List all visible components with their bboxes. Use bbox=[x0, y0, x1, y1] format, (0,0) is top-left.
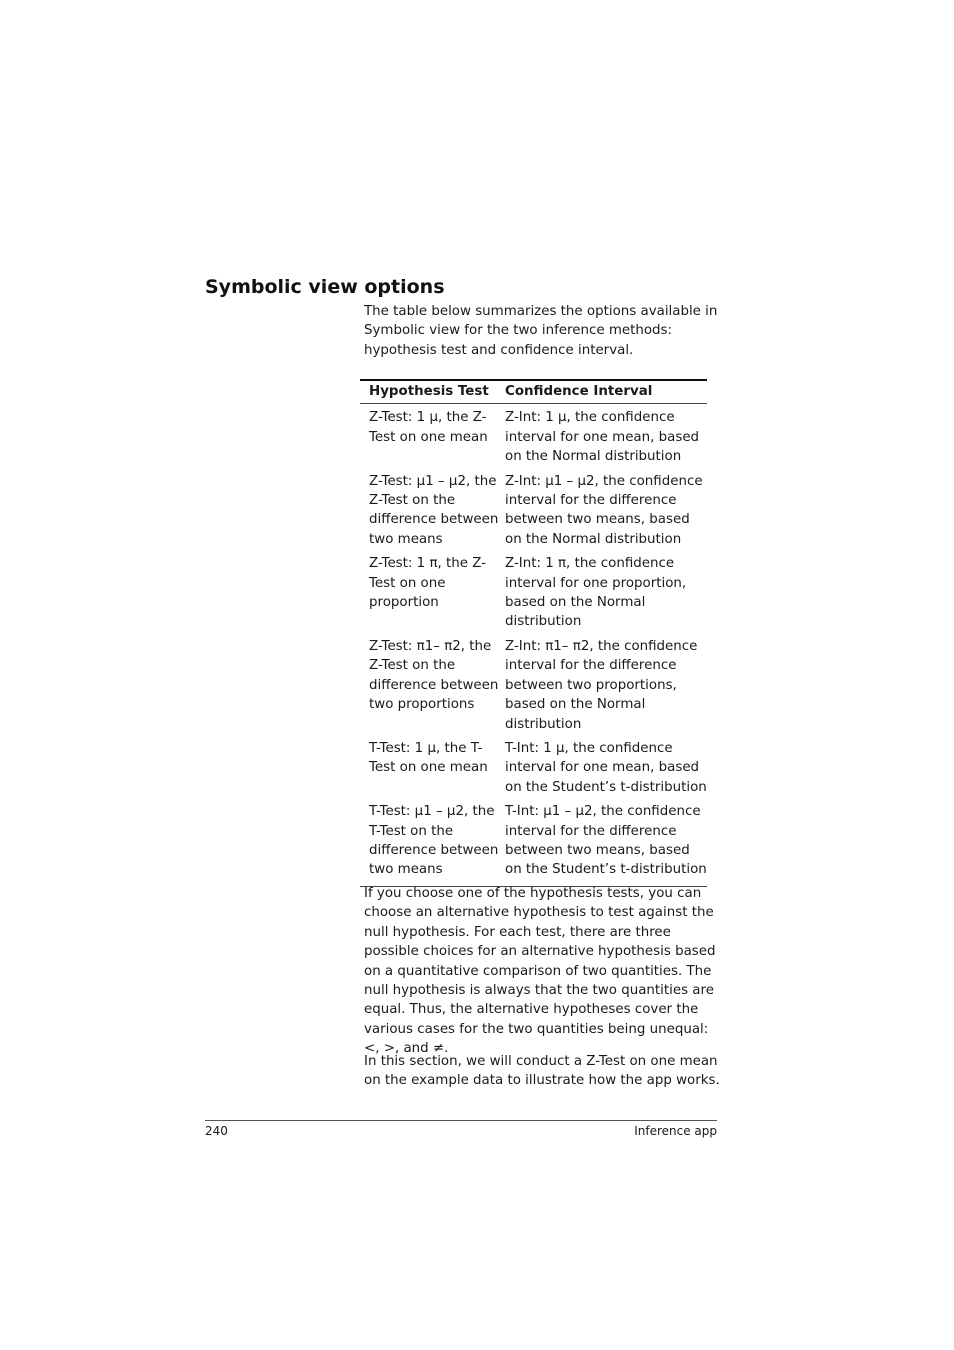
hypothesis-test-cell: Z-Test: π1– π2, the Z-Test on the difference between two proportions bbox=[369, 638, 499, 713]
hypothesis-test-cell: T-Test: μ1 – μ2, the T-Test on the difference between two means bbox=[360, 802, 505, 886]
table-row bbox=[360, 739, 707, 802]
footer-divider bbox=[205, 1120, 717, 1121]
confidence-interval-cell: Z-Int: π1– π2, the confidence interval for the difference between two proportions, based on the Normal distribution bbox=[505, 638, 698, 732]
page-number: 240 bbox=[205, 1124, 228, 1138]
example-paragraph: In this section, we will conduct a Z-Test on one mean on the example data to illustrate how the app works. bbox=[364, 1054, 720, 1089]
header-hypothesis-test: Hypothesis Test bbox=[360, 380, 505, 404]
table-row bbox=[360, 472, 707, 555]
section-title: Symbolic view options bbox=[205, 276, 445, 298]
options-table-container bbox=[360, 379, 707, 887]
header-confidence-interval: Confidence Interval bbox=[505, 380, 707, 404]
hypothesis-test-cell: Z-Test: 1 π, the Z-Test on one proportion bbox=[369, 556, 487, 611]
confidence-interval-cell: Z-Int: 1 μ, the confidence interval for one mean, based on the Normal distribution bbox=[505, 410, 700, 465]
confidence-interval-cell: T-Int: μ1 – μ2, the confidence interval for the difference between two means, based on the Student’s t-distribution bbox=[505, 802, 707, 886]
table-row bbox=[360, 404, 707, 472]
options-table bbox=[360, 379, 707, 887]
running-footer-title: Inference app bbox=[634, 1124, 717, 1138]
table-row bbox=[360, 637, 707, 739]
hypothesis-test-cell: T-Test: 1 μ, the T-Test on one mean bbox=[369, 740, 488, 776]
hypothesis-test-cell: Z-Test: 1 μ, the Z-Test on one mean bbox=[369, 410, 488, 445]
alternative-hypothesis-paragraph: If you choose one of the hypothesis tests, you can choose an alternative hypothesis to test against the null hypothesis. For each test, there are three possible choices for an alternative hypothesis based on a quantitative comparison of two quantities. The null hypothesis is always that the two quantities are equal. Thus, the alternative hypotheses cover the various cases for the two quantities being unequal: <, >, and ≠. bbox=[364, 886, 716, 1057]
confidence-interval-cell: Z-Int: μ1 – μ2, the confidence interval for the difference between two means, based on the Normal distribution bbox=[505, 473, 703, 547]
hypothesis-test-cell: Z-Test: μ1 – μ2, the Z-Test on the difference between two means bbox=[369, 473, 499, 547]
table-row bbox=[360, 554, 707, 637]
confidence-interval-cell: T-Int: 1 μ, the confidence interval for one mean, based on the Student’s t-distribution bbox=[505, 740, 707, 795]
table-row bbox=[360, 802, 707, 886]
confidence-interval-cell: Z-Int: 1 π, the confidence interval for one proportion, based on the Normal distribution bbox=[505, 556, 687, 630]
intro-paragraph: The table below summarizes the options available in Symbolic view for the two inference methods: hypothesis test and confidence interval. bbox=[364, 304, 718, 358]
table-header-row bbox=[360, 380, 707, 404]
